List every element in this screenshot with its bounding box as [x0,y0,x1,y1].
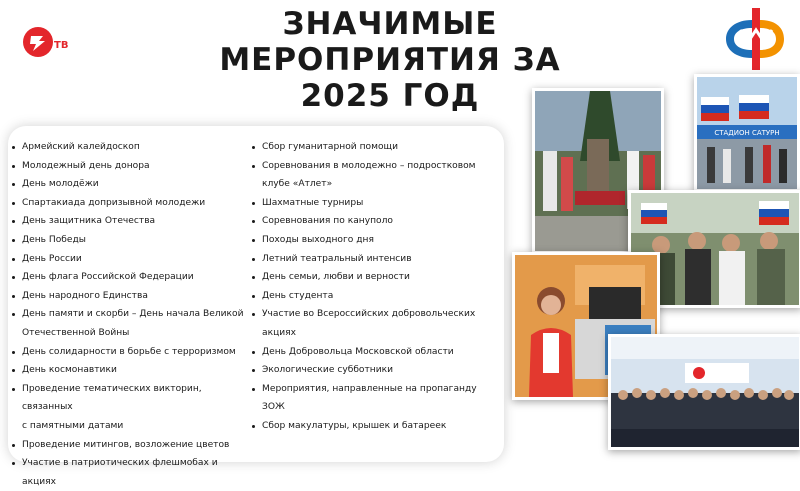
photo-stadium [694,74,800,192]
title-line-3: 2025 ГОД [300,78,480,114]
stadium-photo-image [697,77,797,189]
list-item: День солидарности в борьбе с терроризмом [12,343,252,362]
list-item: Проведение митингов, возложение цветов [12,436,252,455]
group-hall-photo-image [611,337,799,447]
list-item: Проведение тематических викторин, связанных с памятными датами [12,380,252,436]
list-item: Мероприятия, направленные на пропаганду ЗОЖ [252,380,502,417]
organization-logo [722,6,786,72]
list-item: Спартакиада допризывной молодежи [12,194,252,213]
list-item: День космонавтики [12,361,252,380]
list-item: Шахматные турниры [252,194,502,213]
list-item: День флага Российской Федерации [12,268,252,287]
list-item: День Победы [12,231,252,250]
list-item: День защитника Отечества [12,212,252,231]
list-item: Походы выходного дня [252,231,502,250]
list-item: День памяти и скорби – День начала Великой Отечественной Войны [12,305,252,342]
tv-logo-icon [22,24,76,60]
list-item: День студента [252,287,502,306]
list-item: Соревнования в молодежно – подростковом клубе «Атлет» [252,157,502,194]
m-emblem-icon [722,6,786,72]
list-item: День народного Единства [12,287,252,306]
list-item: Летний театральный интенсив [252,250,502,269]
list-item: Молодежный день донора [12,157,252,176]
list-item: День Добровольца Московской области [252,343,502,362]
tv-logo [22,24,76,60]
list-item: Соревнования по кануполо [252,212,502,231]
list-item: Участие в патриотических флешмобах и акциях [12,454,252,491]
list-item: Сбор макулатуры, крышек и батареек [252,417,502,436]
events-list-right [252,138,502,436]
list-item: Армейский калейдоскоп [12,138,252,157]
tv-logo-text: ТВ [54,40,69,51]
events-list-left [12,138,252,491]
list-item: День России [12,250,252,269]
list-item: Экологические субботники [252,361,502,380]
photo-group-hall [608,334,800,450]
title-line-1: ЗНАЧИМЫЕ [282,6,498,42]
list-item: Участие во Всероссийских добровольческих акциях [252,305,502,342]
list-item: День молодёжи [12,175,252,194]
title-line-2: МЕРОПРИЯТИЯ ЗА [219,42,561,78]
stadium-sign: СТАДИОН САТУРН [714,129,780,137]
list-item: День семьи, любви и верности [252,268,502,287]
list-item: Сбор гуманитарной помощи [252,138,502,157]
